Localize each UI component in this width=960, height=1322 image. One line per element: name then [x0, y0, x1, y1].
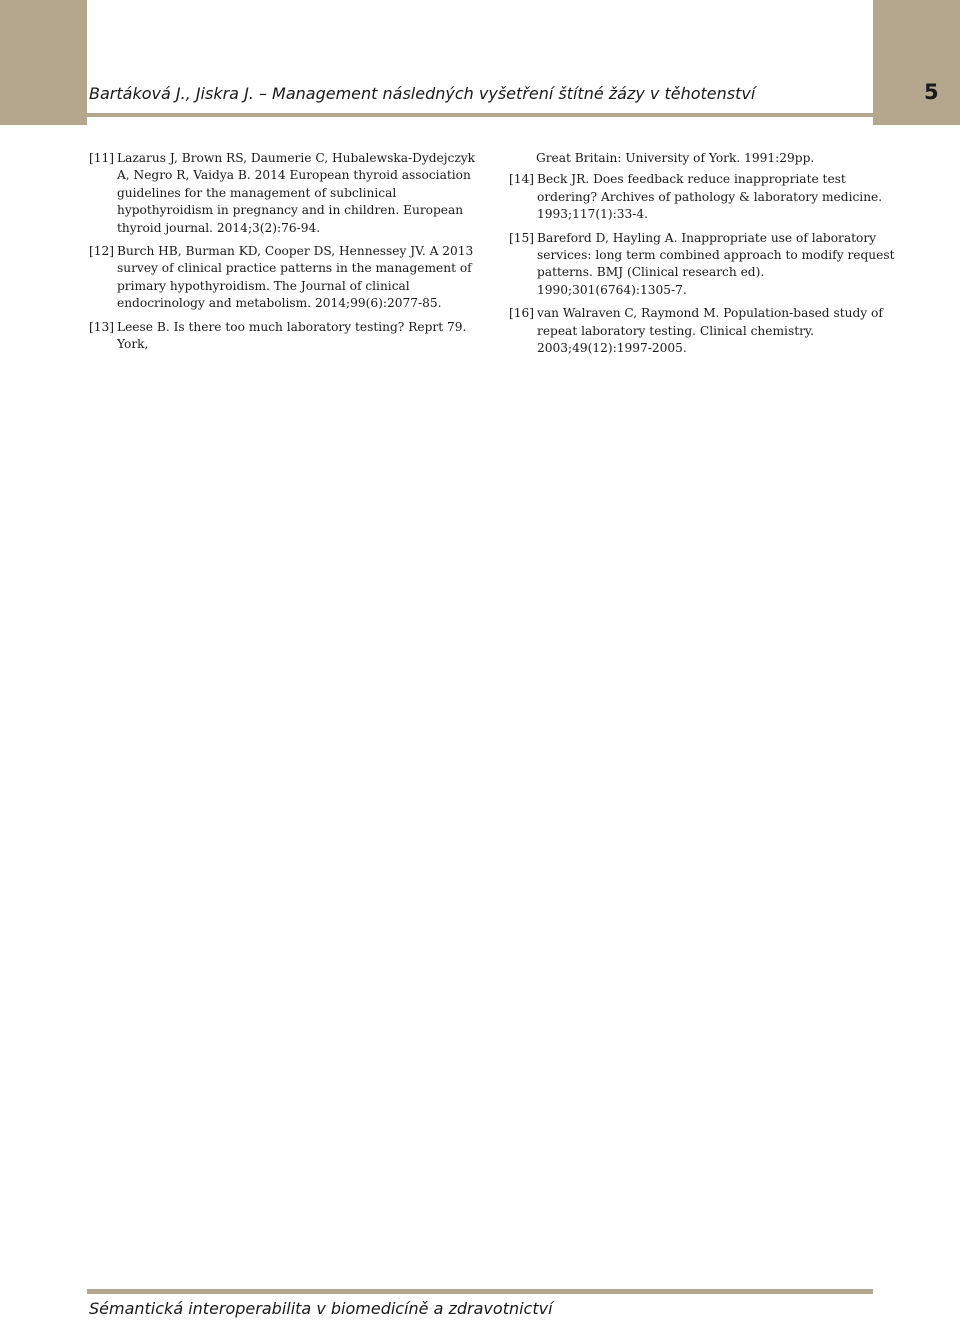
running-header-title: Bartáková J., Jiskra J. – Management následných vyšetření štítné žázy v těhotenství [89, 84, 756, 103]
reference-text: Lazarus J, Brown RS, Daumerie C, Hubalewska-Dydejczyk A, Negro R, Vaidya B. 2014 European thyroid association guidelines for the management of subclinical hypothyroidism in pregnancy and in children. European thyroid journal. 2014;3(2):76-94. [117, 151, 476, 235]
reference-item [89, 319, 481, 354]
reference-number: [14] [509, 172, 535, 187]
reference-number: [13] [89, 319, 115, 334]
reference-continuation: Great Britain: University of York. 1991:29pp. [536, 151, 815, 165]
reference-text: Leese B. Is there too much laboratory testing? Reprt 79. York, [117, 319, 467, 352]
references-column-left [89, 150, 481, 359]
header-rule [87, 113, 873, 117]
reference-text: Bareford D, Hayling A. Inappropriate use of laboratory services: long term combined approach to modify request patterns. BMJ (Clinical research ed). 1990;301(6764):1305-7. [537, 230, 895, 297]
reference-number: [15] [509, 230, 535, 245]
reference-text: Beck JR. Does feedback reduce inappropriate test ordering? Archives of pathology & laboratory medicine. 1993;117(1):33-4. [537, 172, 883, 222]
reference-item [89, 150, 481, 237]
reference-item [509, 305, 901, 357]
reference-item [509, 230, 901, 300]
page-number: 5 [924, 80, 939, 104]
header-accent-left [0, 0, 87, 125]
reference-number: [12] [89, 244, 115, 259]
reference-item [89, 243, 481, 313]
reference-number: [11] [89, 151, 115, 165]
reference-text: van Walraven C, Raymond M. Population-based study of repeat laboratory testing. Clinical chemistry. 2003;49(12):1997-2005. [537, 306, 883, 356]
reference-item [509, 171, 901, 223]
running-footer-title: Sémantická interoperabilita v biomedicíně a zdravotnictví [89, 1299, 553, 1318]
footer-rule [87, 1289, 873, 1294]
header-accent-right [873, 0, 960, 125]
references-column-right [509, 150, 901, 363]
reference-text: Burch HB, Burman KD, Cooper DS, Hennessey JV. A 2013 survey of clinical practice patterns in the management of primary hypothyroidism. The Journal of clinical endocrinology and metabolism. 2014;99(6):2077-85. [117, 244, 474, 311]
reference-number: [16] [509, 306, 535, 321]
